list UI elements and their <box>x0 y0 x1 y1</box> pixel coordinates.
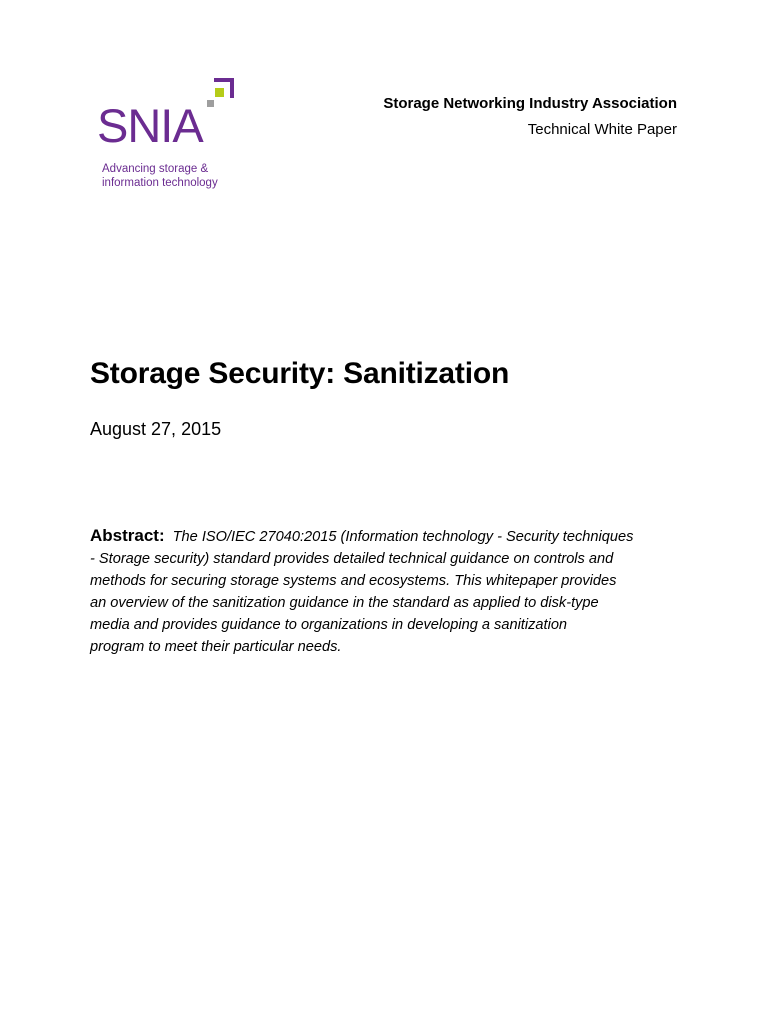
abstract-line: an overview of the sanitization guidance in the standard as applied to disk-type <box>90 595 599 611</box>
organization-name: Storage Networking Industry Association <box>383 95 677 112</box>
abstract-section <box>90 525 690 658</box>
abstract-label: Abstract: <box>90 526 165 545</box>
document-title: Storage Security: Sanitization <box>90 357 510 390</box>
logo-wordmark: SNIA <box>97 99 203 152</box>
abstract-line: - Storage security) standard provides detailed technical guidance on controls and <box>90 551 614 567</box>
logo-tagline-line2: information technology <box>102 177 218 189</box>
logo-tagline <box>102 162 218 190</box>
document-date: August 27, 2015 <box>90 419 222 439</box>
logo-gray-square <box>207 100 214 107</box>
document-type: Technical White Paper <box>527 121 677 138</box>
abstract-line: program to meet their particular needs. <box>90 639 342 655</box>
header-organization-block <box>383 94 677 140</box>
abstract-line: methods for securing storage systems and ecosystems. This whitepaper provides <box>90 573 617 589</box>
abstract-line: media and provides guidance to organizations in developing a sanitization <box>90 617 568 633</box>
snia-logo <box>97 74 235 192</box>
abstract-line: The ISO/IEC 27040:2015 (Information technology - Security techniques <box>172 529 634 545</box>
logo-tagline-line1: Advancing storage & <box>102 163 209 175</box>
logo-green-square <box>215 88 224 97</box>
